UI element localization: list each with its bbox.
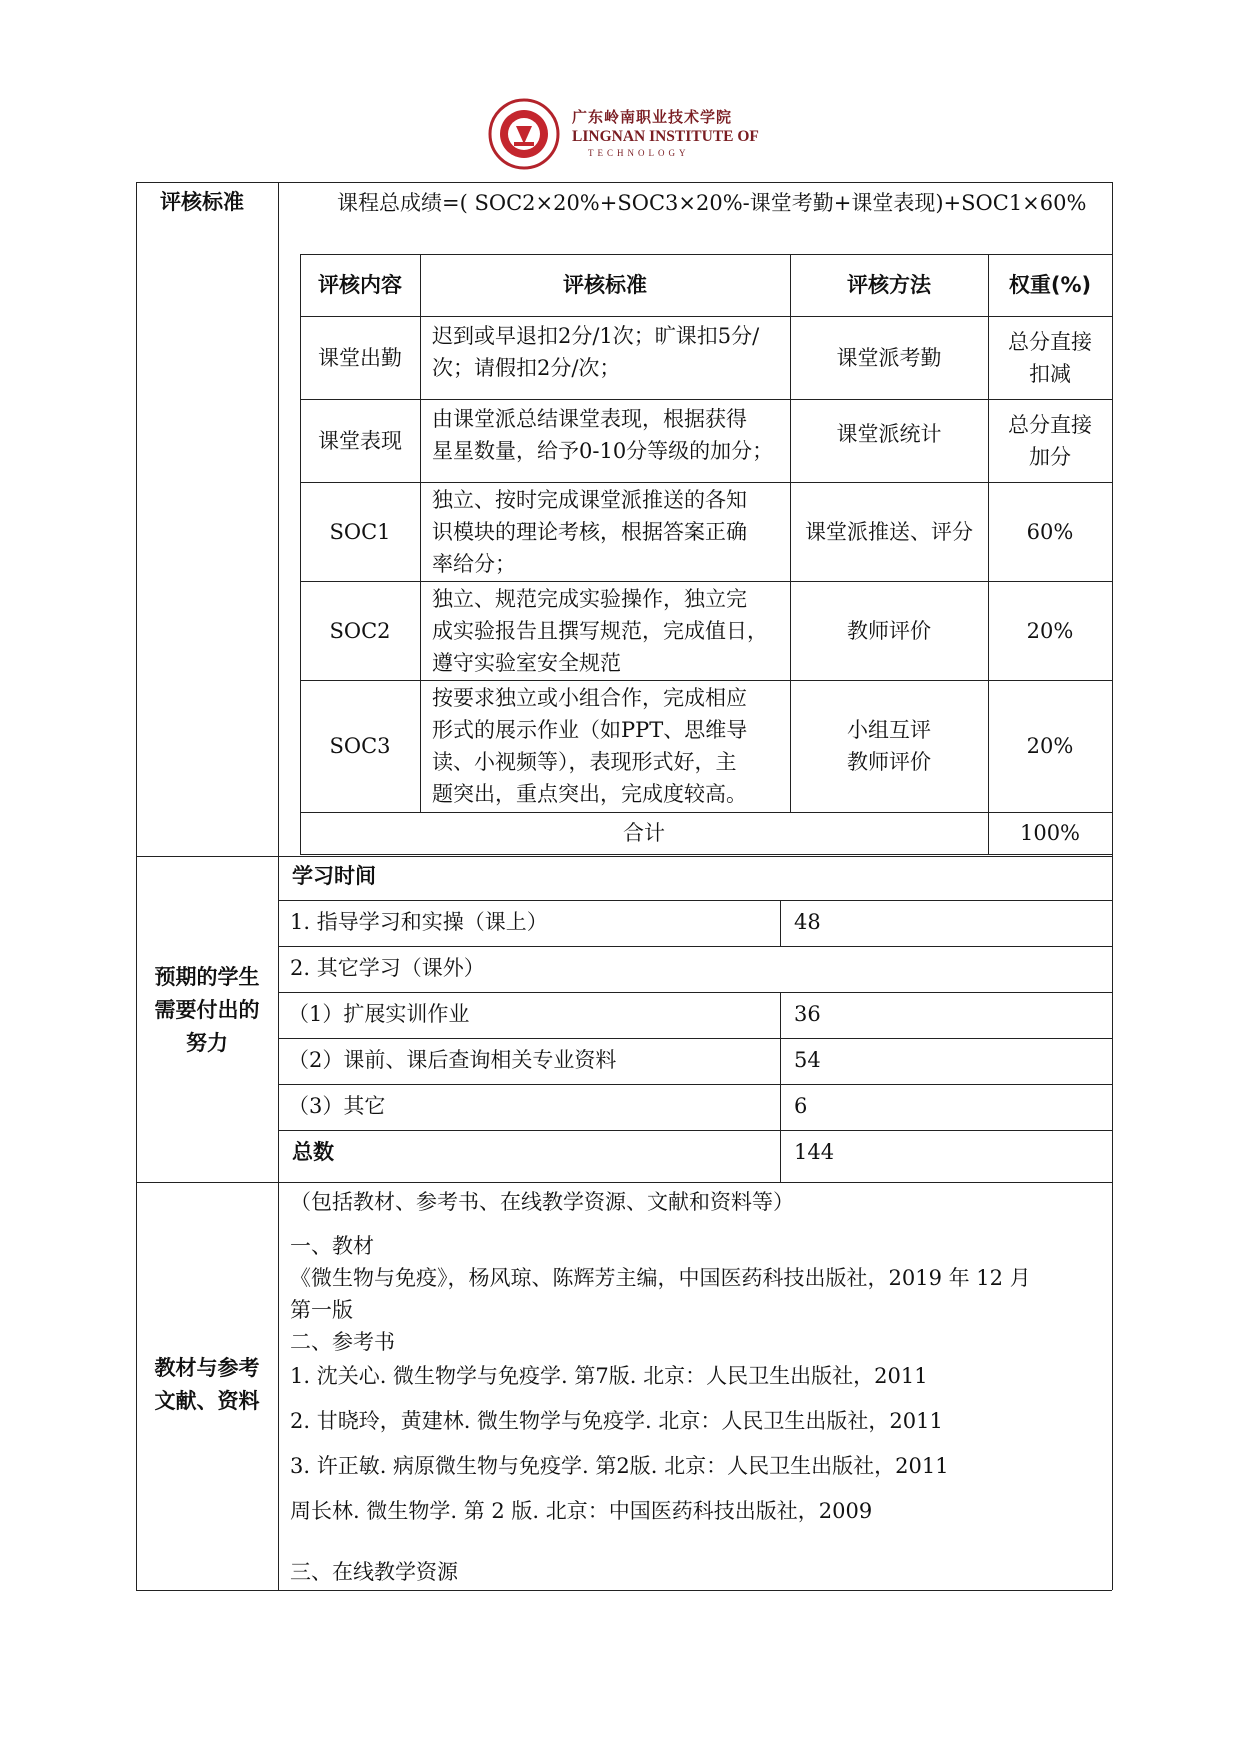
assessment-total-value: 100% [1019, 821, 1081, 845]
effort-row-name: （1）扩展实训作业 [288, 1002, 470, 1026]
reference-item: 2. 甘晓玲，黄建林. 微生物学与免疫学. 北京：人民卫生出版社，2011 [290, 1409, 943, 1433]
row-standard: 由课堂派总结课堂表现，根据获得 星星数量，给予0-10分等级的加分； [432, 407, 774, 463]
effort-row-value: 36 [794, 1002, 821, 1026]
row-item: SOC1 [329, 519, 391, 544]
row-item: SOC3 [329, 734, 391, 758]
materials-intro: （包括教材、参考书、在线教学资源、文献和资料等） [290, 1190, 794, 1214]
row-item: 课堂表现 [318, 428, 402, 453]
row-standard: 按要求独立或小组合作，完成相应 形式的展示作业（如PPT、思维导 读、小视频等），表现形式好，主 题突出，重点突出，完成度较高。 [432, 686, 748, 806]
grade-formula: 课程总成绩=( SOC2×20%+SOC3×20%-课堂考勤+课堂表现)+SOC1×60% [337, 191, 1087, 215]
effort-total-label: 总数 [292, 1140, 334, 1164]
row-standard: 独立、按时完成课堂派推送的各知 识模块的理论考核，根据答案正确 率给分； [432, 488, 747, 576]
col-header-method: 评核方法 [847, 273, 931, 297]
effort-total-value: 144 [794, 1140, 835, 1164]
assessment-total-label: 合计 [623, 821, 665, 845]
row-method: 小组互评 教师评价 [847, 718, 931, 774]
row-item: 课堂出勤 [318, 345, 402, 370]
row-weight: 20% [1026, 734, 1074, 758]
reference-item: 周长林. 微生物学. 第 2 版. 北京：中国医药科技出版社，2009 [290, 1499, 873, 1523]
effort-row-name: 1. 指导学习和实操（课上） [290, 910, 548, 934]
effort-row-value: 54 [794, 1048, 821, 1072]
school-name-en-line1: LINGNAN INSTITUTE OF [572, 128, 759, 145]
row-weight: 60% [1026, 519, 1074, 544]
school-seal-icon [488, 98, 560, 170]
materials-heading-references: 二、参考书 [290, 1330, 395, 1354]
row-method: 课堂派推送、评分 [805, 519, 973, 544]
effort-row-value: 6 [794, 1094, 808, 1118]
effort-row-name: （2）课前、课后查询相关专业资料 [288, 1048, 617, 1072]
effort-row-name: 2. 其它学习（课外） [290, 956, 485, 980]
row-method: 教师评价 [847, 618, 931, 643]
row-weight: 总分直接 加分 [1008, 412, 1092, 469]
row-standard: 独立、规范完成实验操作，独立完 成实验报告且撰写规范，完成值日， 遵守实验室安全规范 [432, 587, 768, 675]
row-standard: 迟到或早退扣2分/1次；旷课扣5分/ 次；请假扣2分/次； [432, 324, 760, 380]
school-logo [488, 98, 770, 176]
col-header-weight: 权重(%) [1008, 273, 1092, 297]
col-header-standard: 评核标准 [563, 273, 647, 297]
reference-item: 1. 沈关心. 微生物学与免疫学. 第7版. 北京：人民卫生出版社，2011 [290, 1364, 928, 1388]
materials-heading-online: 三、在线教学资源 [290, 1560, 458, 1584]
col-header-content: 评核内容 [318, 273, 402, 297]
effort-label: 预期的学生 需要付出的 努力 [154, 964, 260, 1055]
row-weight: 总分直接 扣减 [1008, 329, 1092, 386]
school-name-en-line2: TECHNOLOGY [588, 148, 690, 158]
effort-row-name: （3）其它 [288, 1094, 386, 1118]
materials-textbook-edition: 第一版 [290, 1298, 353, 1322]
school-name-cn: 广东岭南职业技术学院 [572, 108, 733, 126]
effort-row-value: 48 [794, 910, 821, 934]
materials-heading-textbook: 一、教材 [290, 1234, 374, 1258]
row-item: SOC2 [329, 618, 391, 643]
assessment-label: 评核标准 [160, 190, 244, 214]
reference-item: 3. 许正敏. 病原微生物与免疫学. 第2版. 北京：人民卫生出版社，2011 [290, 1454, 949, 1478]
row-method: 课堂派统计 [836, 422, 942, 446]
materials-label: 教材与参考 文献、资料 [154, 1356, 260, 1413]
effort-heading: 学习时间 [292, 864, 376, 888]
row-method: 课堂派考勤 [836, 345, 942, 370]
materials-textbook: 《微生物与免疫》，杨风琼、陈辉芳主编，中国医药科技出版社，2019 年 12 月 [290, 1266, 1031, 1290]
row-weight: 20% [1026, 618, 1074, 643]
